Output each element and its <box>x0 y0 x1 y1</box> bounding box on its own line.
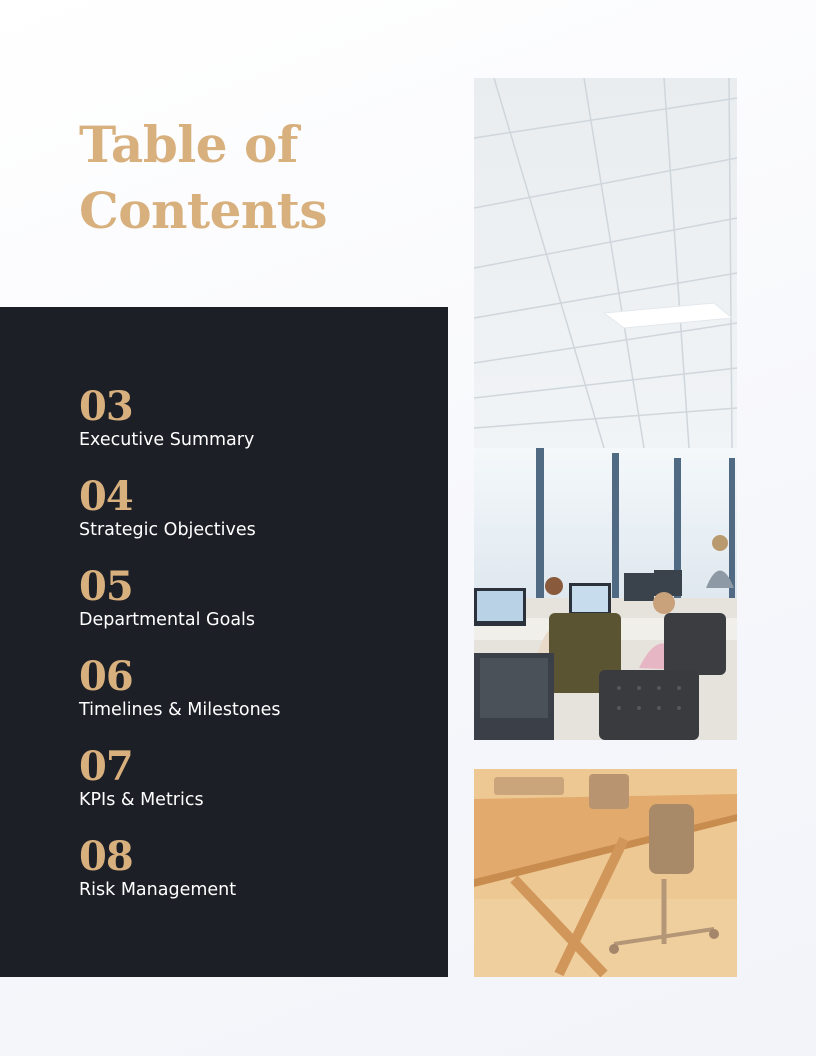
title-line-2: Contents <box>79 181 328 240</box>
desk-photo-illustration <box>474 769 737 977</box>
toc-item[interactable] <box>79 565 281 655</box>
toc-label: Executive Summary <box>79 430 255 450</box>
toc-label: Risk Management <box>79 880 237 900</box>
toc-label: Timelines & Milestones <box>79 700 281 720</box>
toc-page-number: 07 <box>79 743 133 790</box>
toc-page-number: 06 <box>79 653 133 700</box>
desk-photo <box>474 769 737 977</box>
toc-page-number: 04 <box>79 473 133 520</box>
toc-item[interactable] <box>79 835 281 925</box>
toc-label: Strategic Objectives <box>79 520 256 540</box>
office-photo-illustration <box>474 78 737 740</box>
toc-page-number: 05 <box>79 563 133 610</box>
toc-item[interactable] <box>79 385 281 475</box>
toc-list <box>79 385 281 925</box>
office-photo <box>474 78 737 740</box>
page-title <box>79 112 327 244</box>
toc-item[interactable] <box>79 655 281 745</box>
toc-item[interactable] <box>79 475 281 565</box>
toc-page-number: 03 <box>79 383 133 430</box>
title-line-1: Table of <box>79 115 298 174</box>
toc-item[interactable] <box>79 745 281 835</box>
toc-page-number: 08 <box>79 833 133 880</box>
toc-label: KPIs & Metrics <box>79 790 204 810</box>
toc-label: Departmental Goals <box>79 610 256 630</box>
toc-panel <box>0 307 448 977</box>
